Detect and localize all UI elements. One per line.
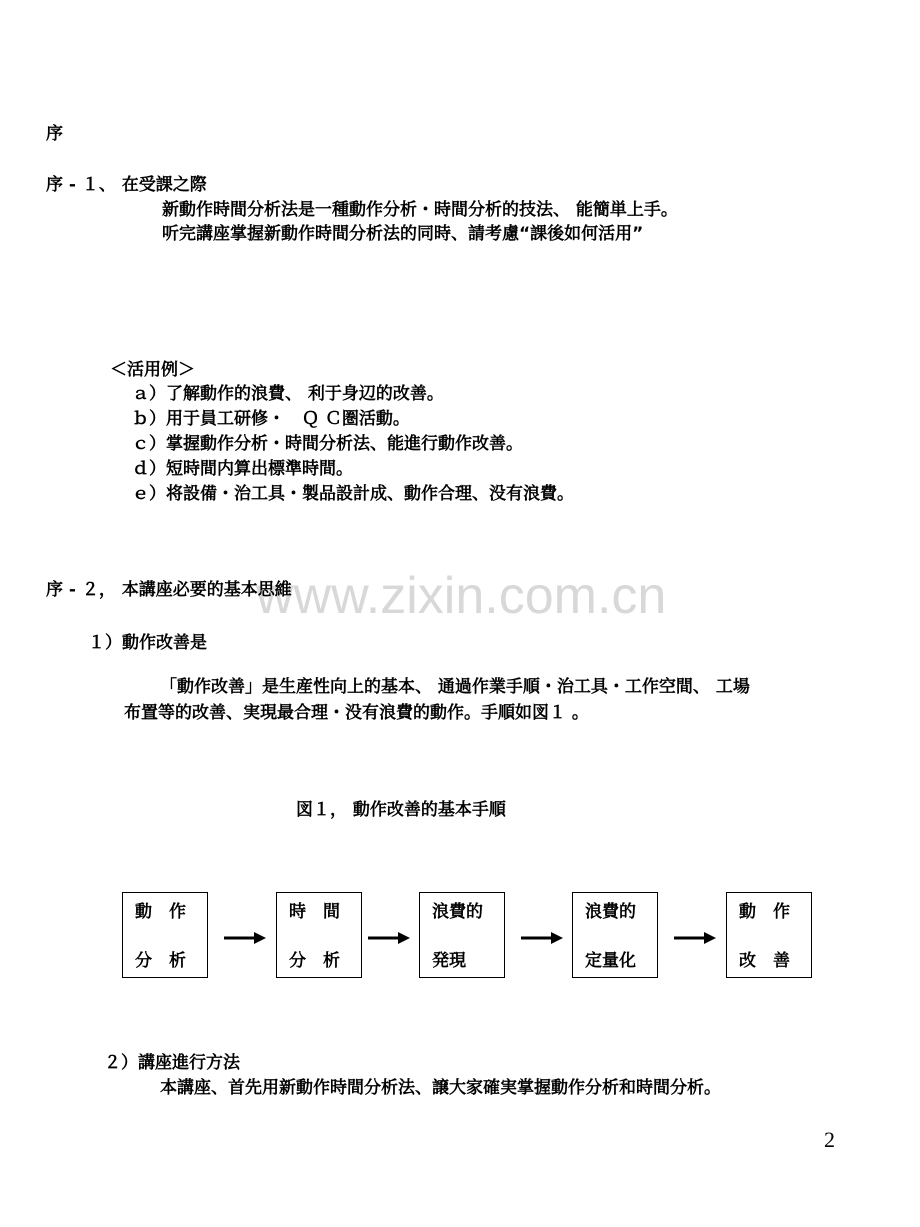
examples-title: ＜活用例＞ <box>110 360 195 380</box>
example-item-d: ｄ）短時間内算出標準時間。 <box>132 459 353 479</box>
flow-box-line-1: 動 作 <box>135 902 186 922</box>
flow-box-time-analysis <box>276 892 362 978</box>
section2-title: 序 - ２， 本講座必要的基本思維 <box>46 580 292 600</box>
flow-box-line-1: 浪費的 <box>585 902 636 922</box>
arrow-right-icon <box>368 928 410 948</box>
flow-box-line-2: 発現 <box>432 951 466 971</box>
flow-box-line-2: 分 析 <box>289 951 340 971</box>
figure-caption: 図１， 動作改善的基本手順 <box>296 800 506 820</box>
flow-box-line-1: 動 作 <box>739 902 790 922</box>
page-number: 2 <box>824 1127 835 1152</box>
sub2-title: ２）講座進行方法 <box>104 1053 240 1073</box>
sub1-title: １）動作改善是 <box>88 633 207 653</box>
flow-box-waste-discovery <box>419 892 505 978</box>
arrow-right-icon <box>674 928 716 948</box>
section1-title: 序 - １、 在受課之際 <box>46 175 207 195</box>
sub1-line-2: 布置等的改善、実現最合理・没有浪費的動作。手順如図１ 。 <box>124 703 589 723</box>
arrow-right-icon <box>224 928 266 948</box>
flow-box-line-1: 時 間 <box>289 902 340 922</box>
arrow-right-icon <box>521 928 563 948</box>
flow-box-line-2: 改 善 <box>739 951 790 971</box>
section1-line-1: 新動作時間分析法是一種動作分析・時間分析的技法、 能簡単上手。 <box>162 200 678 220</box>
sub2-line: 本講座、首先用新動作時間分析法、譲大家確実掌握動作分析和時間分析。 <box>160 1078 721 1098</box>
sub1-line-1: 「動作改善」是生産性向上的基本、 通過作業手順・治工具・工作空間、 工場 <box>160 677 750 697</box>
flow-box-waste-quantification <box>572 892 658 978</box>
example-item-b: ｂ）用于員工研修・ Ｑ Ｃ圏活動。 <box>132 409 410 429</box>
watermark: www.zixin.com.cn <box>256 567 667 625</box>
heading: 序 <box>46 124 63 144</box>
flow-box-motion-improvement <box>726 892 812 978</box>
flow-box-line-2: 分 析 <box>135 951 186 971</box>
flow-box-line-2: 定量化 <box>585 951 636 971</box>
flow-box-line-1: 浪費的 <box>432 902 483 922</box>
example-item-a: ａ）了解動作的浪費、 利于身辺的改善。 <box>132 384 444 404</box>
example-item-e: ｅ）将設備・治工具・製品設計成、動作合理、没有浪費。 <box>132 484 574 504</box>
section1-line-2: 听完講座掌握新動作時間分析法的同時、請考慮“課後如何活用” <box>162 224 644 244</box>
flow-box-motion-analysis <box>122 892 208 978</box>
example-item-c: ｃ）掌握動作分析・時間分析法、能進行動作改善。 <box>132 434 523 454</box>
